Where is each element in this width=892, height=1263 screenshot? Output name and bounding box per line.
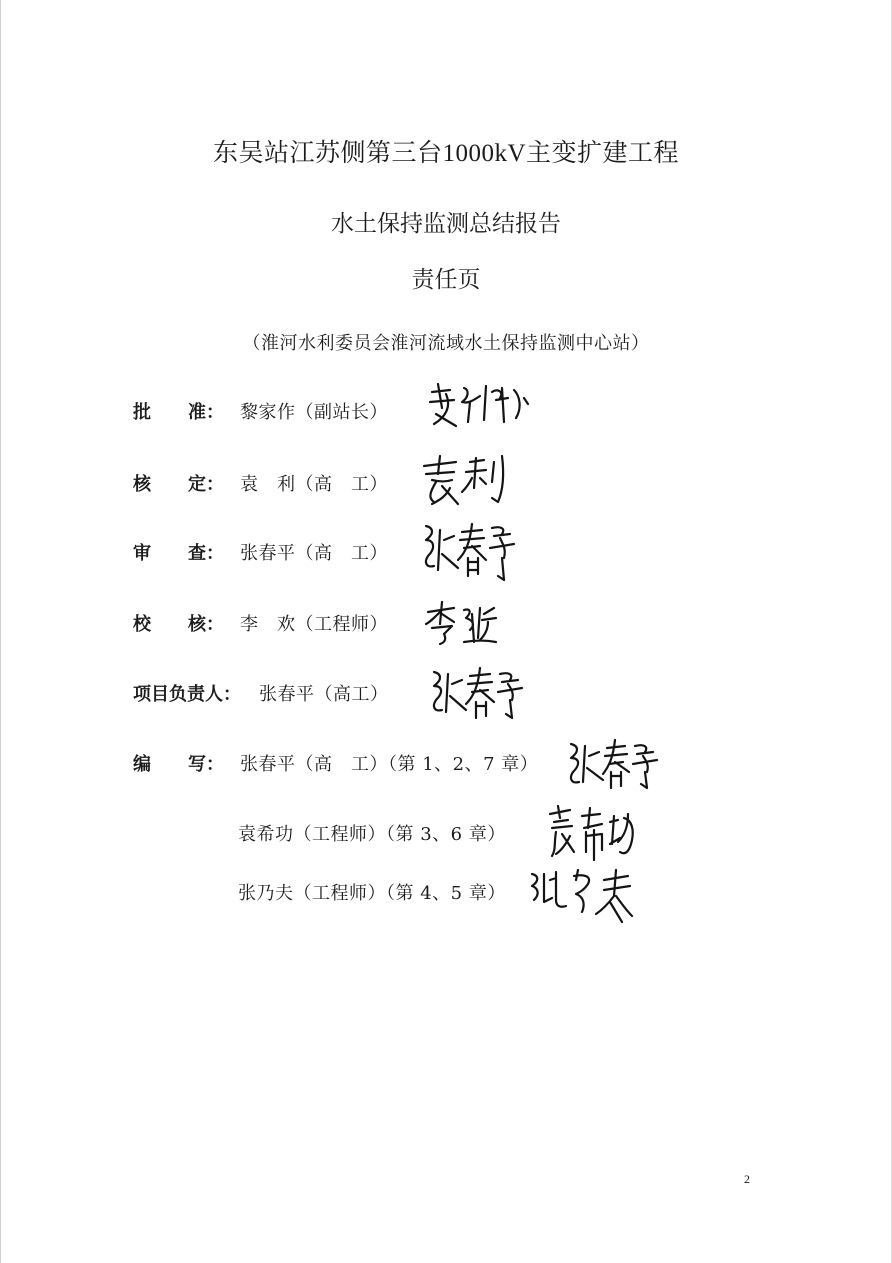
author-3-person: 张乃夫（工程师）（第 4、5 章） <box>238 883 506 904</box>
verify-role-char2: 定： <box>188 474 224 495</box>
author-2-person: 袁希功（工程师）（第 3、6 章） <box>238 824 506 845</box>
review-signature <box>420 518 524 586</box>
project-lead-person: 张春平（高工） <box>259 684 389 705</box>
verify-person: 袁 利（高 工） <box>240 474 388 495</box>
proofread-role-char1: 校 <box>133 614 151 635</box>
authors-role-char2: 写： <box>188 754 224 775</box>
author-1-signature <box>565 736 663 792</box>
review-role-char2: 查： <box>188 543 224 564</box>
verify-role-char1: 核 <box>133 474 151 495</box>
approval-person: 黎家作（副站长） <box>240 402 388 423</box>
author-3-signature <box>526 866 638 926</box>
proofread-person: 李 欢（工程师） <box>240 614 388 635</box>
project-lead-signature <box>428 664 532 722</box>
approval-role-char2: 准： <box>188 402 224 423</box>
title-line1-voltage: 1000kV <box>442 140 527 167</box>
title-line1-pre: 东吴站江苏侧第三台 <box>212 138 443 167</box>
project-lead-role: 项目负责人： <box>133 684 241 705</box>
organization-name: （淮河水利委员会淮河流域水土保持监测中心站） <box>242 333 650 354</box>
proofread-role-char2: 核： <box>188 614 224 635</box>
report-title-line1 <box>0 133 892 169</box>
title-line1-post: 主变扩建工程 <box>526 138 680 167</box>
proofread-signature <box>424 598 500 648</box>
approval-role-char1: 批 <box>133 402 151 423</box>
approval-signature <box>424 378 534 430</box>
author-1-person: 张春平（高 工）（第 1、2、7 章） <box>240 754 539 775</box>
responsibility-page-heading: 责任页 <box>411 267 481 293</box>
verify-signature <box>420 452 510 508</box>
author-2-signature <box>548 800 644 866</box>
report-title-line2: 水土保持监测总结报告 <box>331 211 561 237</box>
review-role-char1: 审 <box>133 543 151 564</box>
authors-role-char1: 编 <box>133 754 151 775</box>
review-person: 张春平（高 工） <box>240 543 388 564</box>
page-number: 2 <box>744 1172 750 1186</box>
